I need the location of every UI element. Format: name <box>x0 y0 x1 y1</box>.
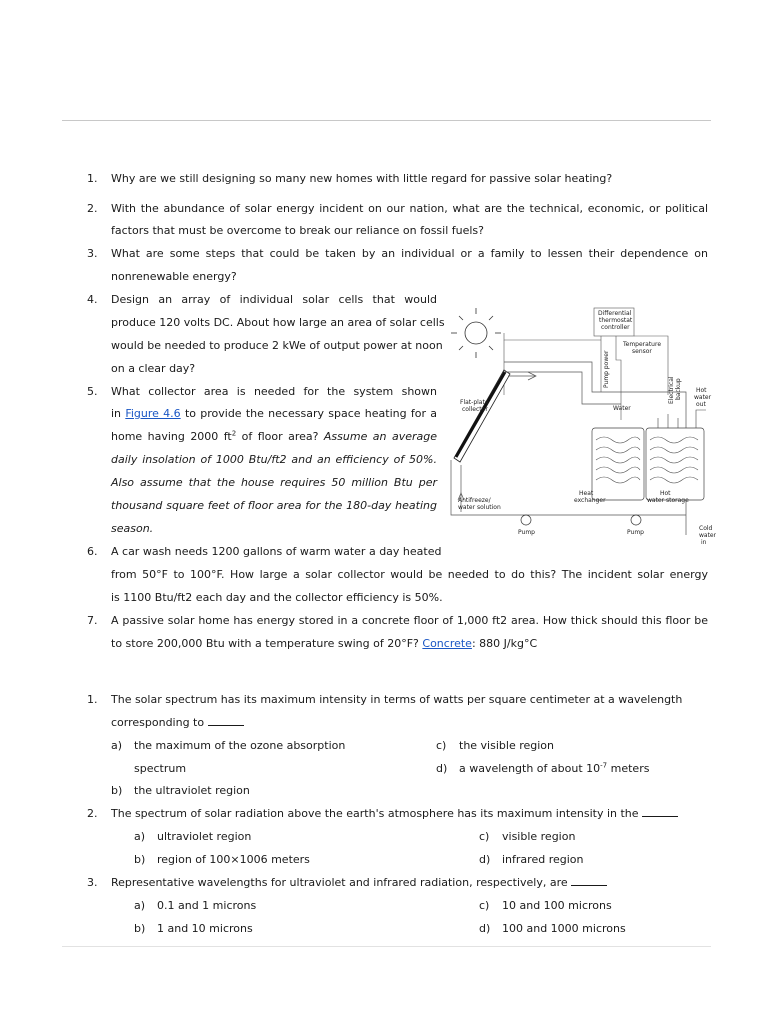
question-number: 2. <box>87 807 98 820</box>
answer-blank <box>208 716 244 726</box>
question-text: A passive solar home has energy stored in a concrete floor of 1,000 ft2 area. How thick should this floor be <box>111 614 708 627</box>
question-text: The spectrum of solar radiation above the earth's atmosphere has its maximum intensity in the <box>111 807 678 820</box>
question-text: The solar spectrum has its maximum intensity in terms of watts per square centimeter at a wavelength <box>111 693 683 706</box>
option-letter: d) <box>436 762 448 775</box>
question-number: 2. <box>87 202 98 215</box>
svg-text:water solution: water solution <box>458 504 501 511</box>
option-letter: b) <box>111 784 123 797</box>
question-text: What are some steps that could be taken by an individual or a family to lessen their dependence on <box>111 247 708 260</box>
option-text: the maximum of the ozone absorption <box>134 739 346 752</box>
question-number: 1. <box>87 172 98 185</box>
question-text: from 50°F to 100°F. How large a solar collector would be needed to do this? The incident solar energy <box>111 568 708 581</box>
option-text: region of 100×1006 meters <box>157 853 310 866</box>
option-text: ultraviolet region <box>157 830 252 843</box>
sun-icon <box>451 308 501 358</box>
concrete-link[interactable]: Concrete <box>422 637 472 650</box>
pump-2 <box>631 515 641 525</box>
question-text: Design an array of individual solar cells that would <box>111 293 437 306</box>
answer-blank <box>642 807 678 817</box>
option-text: 10 and 100 microns <box>502 899 612 912</box>
question-text: Also assume that the house requires 50 million Btu per <box>111 476 437 489</box>
option-text: the visible region <box>459 739 554 752</box>
question-text: thousand square feet of floor area for the 180-day heating <box>111 499 437 512</box>
pump-2-label: Pump <box>627 529 644 536</box>
hot-storage-label: Hot <box>660 490 671 497</box>
question-number: 6. <box>87 545 98 558</box>
option-letter: c) <box>479 830 490 843</box>
option-text: infrared region <box>502 853 584 866</box>
option-text: the ultraviolet region <box>134 784 250 797</box>
question-number: 5. <box>87 385 98 398</box>
question-text: produce 120 volts DC. About how large an area of solar cells <box>111 316 445 329</box>
option-text: spectrum <box>134 762 187 775</box>
option-letter: a) <box>111 739 123 752</box>
svg-text:collector: collector <box>462 406 488 413</box>
question-number: 3. <box>87 876 98 889</box>
option-text: 0.1 and 1 microns <box>157 899 257 912</box>
top-rule <box>62 120 711 121</box>
question-text: A car wash needs 1200 gallons of warm water a day heated <box>111 545 442 558</box>
antifreeze-label: Antifreeze/ <box>458 497 491 504</box>
svg-text:water: water <box>694 394 712 401</box>
svg-text:controller: controller <box>601 324 630 331</box>
question-number: 1. <box>87 693 98 706</box>
question-text: on a clear day? <box>111 362 196 375</box>
question-text: in Figure 4.6 to provide the necessary space heating for a <box>111 407 438 420</box>
question-text: is 1100 Btu/ft2 each day and the collector efficiency is 50%. <box>111 591 443 604</box>
answer-blank <box>571 876 607 886</box>
question-text: to store 200,000 Btu with a temperature swing of 20°F? Concrete: 880 J/kg°C <box>111 637 538 650</box>
svg-text:sensor: sensor <box>632 348 652 355</box>
question-text: Why are we still designing so many new homes with little regard for passive solar heating? <box>111 172 613 185</box>
pump-1-label: Pump <box>518 529 535 536</box>
option-letter: d) <box>479 922 491 935</box>
option-letter: a) <box>134 899 146 912</box>
question-text: home having 2000 $ft^2$ of floor area? Assume an average <box>111 429 437 443</box>
question-number: 7. <box>87 614 98 627</box>
svg-text:in: in <box>701 539 707 546</box>
question-text: What collector area is needed for the system shown <box>111 385 437 398</box>
collector-label: Flat-plate <box>460 399 489 406</box>
cold-water-label: Cold <box>699 525 713 532</box>
sensor-label: Temperature <box>623 341 662 348</box>
option-text: a wavelength of about $10^{-7}$ meters <box>459 761 650 775</box>
question-text: nonrenewable energy? <box>111 270 237 283</box>
option-letter: a) <box>134 830 146 843</box>
option-letter: b) <box>134 922 146 935</box>
electrical-backup-label: Electrical <box>668 376 675 404</box>
question-text: would be needed to produce 2 kWe of output power at noon <box>111 339 443 352</box>
question-text: season. <box>111 522 154 535</box>
option-letter: d) <box>479 853 491 866</box>
flat-plate-collector <box>454 370 510 462</box>
option-text: 1 and 10 microns <box>157 922 253 935</box>
option-letter: b) <box>134 853 146 866</box>
question-text: With the abundance of solar energy incident on our nation, what are the technical, economic, or political <box>111 202 708 215</box>
option-letter: c) <box>479 899 490 912</box>
figure-link[interactable]: Figure 4.6 <box>125 407 181 420</box>
controller-label: Differential <box>598 310 632 317</box>
question-text: corresponding to <box>111 716 244 729</box>
question-text: daily insolation of 1000 Btu/ft2 and an efficiency of 50%. <box>111 453 437 466</box>
option-letter: c) <box>436 739 447 752</box>
pump-1 <box>521 515 531 525</box>
pump-power-label: Pump power <box>603 350 610 388</box>
question-text: factors that must be overcome to break our reliance on fossil fuels? <box>111 224 485 237</box>
option-text: visible region <box>502 830 576 843</box>
hot-water-label: Hot <box>696 387 707 394</box>
heat-exchanger-label: Heat <box>579 490 594 497</box>
svg-text:water storage: water storage <box>647 497 689 504</box>
question-number: 4. <box>87 293 98 306</box>
bottom-rule <box>62 946 711 947</box>
option-text: 100 and 1000 microns <box>502 922 626 935</box>
svg-text:backup: backup <box>675 378 682 400</box>
question-text: Representative wavelengths for ultraviolet and infrared radiation, respectively, are <box>111 876 607 889</box>
solar-heating-diagram <box>446 300 716 550</box>
svg-text:water: water <box>699 532 716 539</box>
svg-text:out: out <box>696 401 706 408</box>
question-number: 3. <box>87 247 98 260</box>
water-label: Water <box>613 405 631 412</box>
svg-text:exchanger: exchanger <box>574 497 606 504</box>
svg-text:thermostat: thermostat <box>599 317 633 324</box>
